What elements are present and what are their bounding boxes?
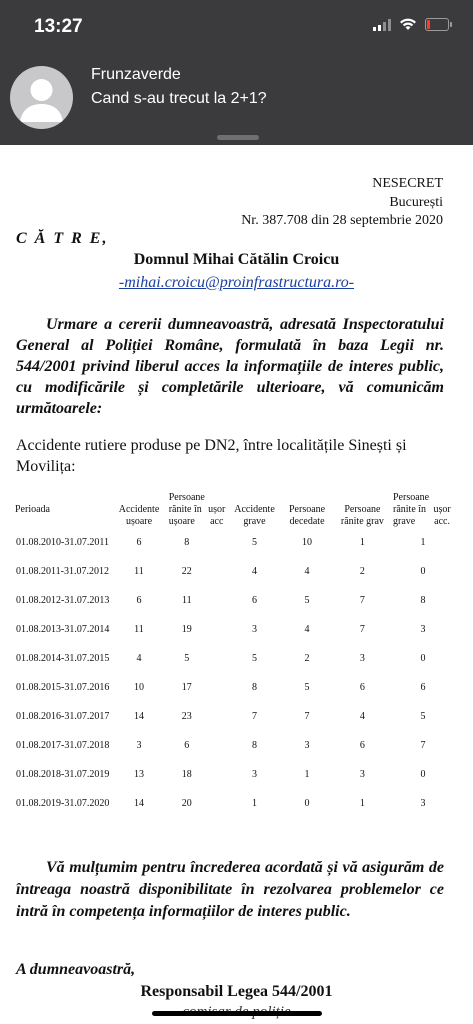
- period-cell: 01.08.2019-31.07.2020: [16, 798, 110, 809]
- table-row: [14, 644, 454, 673]
- value-cell: 3: [252, 624, 257, 635]
- value-cell: 0: [420, 769, 426, 780]
- email-link[interactable]: -mihai.croicu@proinfrastructura.ro-: [118, 274, 355, 291]
- value-cell: [206, 557, 228, 586]
- table-row: [14, 760, 454, 789]
- value-cell: 4: [304, 624, 310, 635]
- value-cell: 13: [134, 769, 144, 780]
- table-row: [14, 528, 454, 557]
- classification: NESECRET: [372, 176, 443, 191]
- value-cell: 8: [184, 537, 190, 548]
- value-cell: 5: [252, 537, 257, 548]
- value-cell: 11: [134, 566, 144, 577]
- value-cell: [206, 644, 228, 673]
- period-cell: 01.08.2017-31.07.2018: [16, 740, 110, 751]
- value-cell: 1: [359, 537, 365, 548]
- value-cell: 7: [304, 711, 310, 722]
- value-cell: 4: [252, 566, 257, 577]
- table-row: [14, 789, 454, 818]
- value-cell: [206, 702, 228, 731]
- value-cell: 1: [252, 798, 257, 809]
- notification-sender: Frunzaverde: [91, 66, 181, 83]
- header-persoane-ranite-grav: Persoane rănite grav: [340, 504, 384, 527]
- value-cell: [206, 528, 228, 557]
- value-cell: 8: [252, 740, 257, 751]
- table-row: [14, 586, 454, 615]
- value-cell: 14: [134, 798, 144, 809]
- period-cell: 01.08.2013-31.07.2014: [16, 624, 110, 635]
- notification-message: Cand s-au trecut la 2+1?: [91, 90, 267, 107]
- header-persoane-decedate: Persoane decedate: [288, 504, 326, 527]
- value-cell: 6: [359, 740, 365, 751]
- value-cell: [206, 789, 228, 818]
- value-cell: 4: [304, 566, 310, 577]
- table-header-row: [14, 492, 454, 528]
- value-cell: 2: [359, 566, 365, 577]
- table-row: [14, 557, 454, 586]
- header-persoane-ranite-grave: Persoane rănite în grave: [393, 492, 430, 527]
- avatar: [10, 66, 73, 129]
- value-cell: [206, 615, 228, 644]
- table-row: [14, 702, 454, 731]
- table-row: [14, 731, 454, 760]
- period-cell: 01.08.2014-31.07.2015: [16, 653, 110, 664]
- signer: Responsabil Legea 544/2001: [140, 983, 333, 1000]
- value-cell: 6: [252, 595, 257, 606]
- header-accidente-usoare: Accidente ușoare: [118, 504, 160, 527]
- value-cell: 3: [420, 798, 426, 809]
- value-cell: [206, 586, 228, 615]
- value-cell: 7: [252, 711, 257, 722]
- intro-text: Accidente rutiere produse pe DN2, între localitățile Sinești și Movilița:: [16, 437, 407, 475]
- home-indicator[interactable]: [152, 1011, 322, 1016]
- header-usor-acc: ușor acc: [208, 504, 226, 527]
- value-cell: 4: [136, 653, 142, 664]
- value-cell: 4: [359, 711, 365, 722]
- cellular-signal-icon: [373, 19, 391, 31]
- notification-overlay[interactable]: [0, 0, 473, 145]
- value-cell: 7: [359, 624, 365, 635]
- value-cell: 6: [136, 595, 142, 606]
- value-cell: 6: [359, 682, 365, 693]
- value-cell: [206, 673, 228, 702]
- table-row: [14, 673, 454, 702]
- status-time: 13:27: [34, 16, 83, 37]
- header-perioada: Perioada: [15, 504, 50, 515]
- period-cell: 01.08.2011-31.07.2012: [16, 566, 109, 577]
- value-cell: 2: [304, 653, 310, 664]
- period-cell: 01.08.2016-31.07.2017: [16, 711, 110, 722]
- battery-icon: [425, 18, 449, 31]
- drag-handle[interactable]: [217, 135, 259, 140]
- value-cell: 5: [184, 653, 190, 664]
- document-number: Nr. 387.708 din 28 septembrie 2020: [241, 213, 443, 228]
- value-cell: 3: [304, 740, 310, 751]
- value-cell: 17: [181, 682, 192, 693]
- value-cell: 11: [134, 624, 144, 635]
- value-cell: 3: [359, 769, 365, 780]
- table-row: [14, 615, 454, 644]
- value-cell: 18: [181, 769, 192, 780]
- value-cell: 10: [134, 682, 144, 693]
- value-cell: 7: [420, 740, 426, 751]
- header-accidente-grave: Accidente grave: [234, 504, 275, 527]
- value-cell: [206, 731, 228, 760]
- value-cell: [206, 760, 228, 789]
- value-cell: 10: [302, 537, 313, 548]
- value-cell: 20: [181, 798, 192, 809]
- value-cell: 19: [181, 624, 192, 635]
- value-cell: 3: [136, 740, 142, 751]
- addressee: Domnul Mihai Cătălin Croicu: [133, 251, 340, 268]
- value-cell: 5: [304, 682, 310, 693]
- value-cell: 6: [420, 682, 426, 693]
- value-cell: 6: [136, 537, 142, 548]
- value-cell: 3: [252, 769, 257, 780]
- period-cell: 01.08.2018-31.07.2019: [16, 769, 110, 780]
- value-cell: 1: [304, 769, 310, 780]
- value-cell: 5: [420, 711, 426, 722]
- value-cell: 0: [304, 798, 310, 809]
- accidents-table: [14, 492, 454, 818]
- period-cell: 01.08.2012-31.07.2013: [16, 595, 110, 606]
- value-cell: 1: [359, 798, 365, 809]
- status-icons: [373, 18, 449, 31]
- value-cell: 7: [359, 595, 365, 606]
- value-cell: 3: [359, 653, 365, 664]
- request-paragraph: Urmare a cererii dumneavoastră, adresată Inspectoratului General al Poliției Române, formulată în baza Legii nr. 544/2001 privind liberul acces la informațiile de interes public, cu modificările și completările ulterioare, vă comunicăm următoarele:: [16, 316, 444, 417]
- header-persoane-ranite-usoare: Persoane rănite în ușoare: [168, 492, 205, 527]
- value-cell: 0: [420, 566, 426, 577]
- value-cell: 0: [420, 653, 426, 664]
- value-cell: 5: [252, 653, 257, 664]
- value-cell: 3: [420, 624, 426, 635]
- period-cell: 01.08.2010-31.07.2011: [16, 537, 109, 548]
- value-cell: 1: [420, 537, 426, 548]
- closing-paragraph: Vă mulțumim pentru încrederea acordată și vă asigurăm de întreaga noastră disponibilitate în rezolvarea problemelor ce intră în competența informațiilor de interes public.: [16, 859, 444, 920]
- value-cell: 11: [181, 595, 192, 606]
- catre-heading: C Ă T R E,: [16, 230, 109, 247]
- value-cell: 5: [304, 595, 310, 606]
- wifi-icon: [399, 18, 417, 31]
- value-cell: 6: [184, 740, 190, 751]
- value-cell: 8: [252, 682, 257, 693]
- value-cell: 23: [181, 711, 192, 722]
- value-cell: 22: [181, 566, 192, 577]
- city: București: [389, 195, 443, 210]
- value-cell: 8: [420, 595, 426, 606]
- period-cell: 01.08.2015-31.07.2016: [16, 682, 110, 693]
- value-cell: 14: [134, 711, 144, 722]
- regards: A dumneavoastră,: [16, 961, 136, 978]
- person-icon: [10, 66, 73, 129]
- header-usor-acc-2: ușor acc.: [433, 504, 451, 527]
